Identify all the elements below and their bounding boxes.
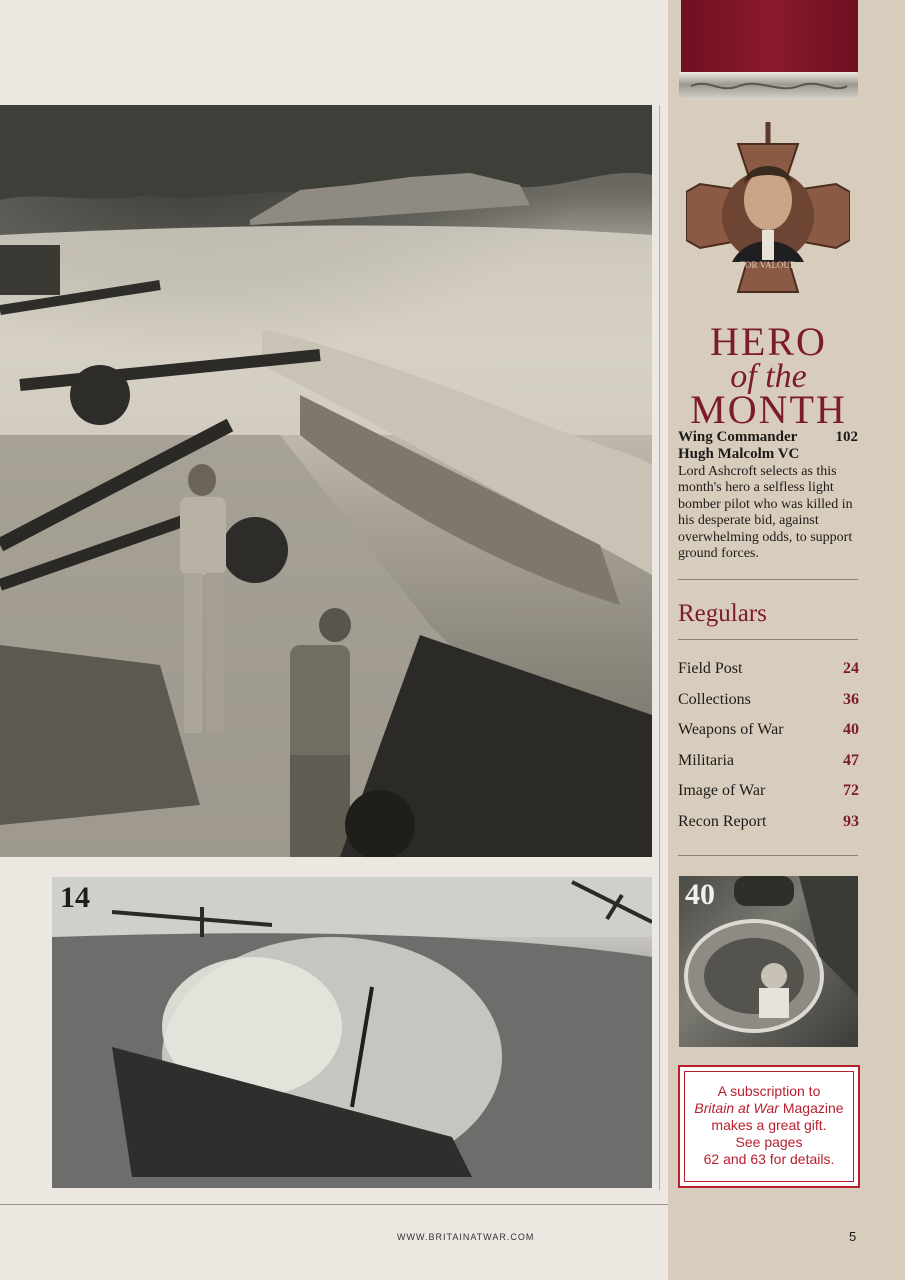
list-item-label: Image of War — [678, 782, 766, 799]
list-item-label: Field Post — [678, 660, 743, 677]
victoria-cross-icon — [686, 122, 850, 308]
page-ref-40: 40 — [685, 878, 715, 911]
page-ref-14: 14 — [60, 881, 90, 914]
hero-title-line1: HERO — [710, 319, 827, 364]
list-item[interactable] — [678, 660, 859, 691]
regulars-list — [678, 660, 859, 843]
promo-line4: See pages — [735, 1134, 803, 1150]
list-item-page: 40 — [843, 721, 859, 738]
hero-title-line3: MONTH — [690, 387, 847, 432]
list-item[interactable] — [678, 782, 859, 813]
cockpit-photo — [679, 876, 858, 1047]
list-item[interactable] — [678, 721, 859, 752]
divider — [678, 639, 858, 640]
list-item-page: 93 — [843, 812, 859, 830]
list-item-page: 36 — [843, 690, 859, 708]
hero-title-line2: of the — [730, 358, 807, 395]
artillery-photo — [0, 105, 652, 857]
promo-line2-rest: Magazine — [778, 1100, 844, 1116]
list-item-page: 47 — [843, 751, 859, 769]
list-item[interactable] — [678, 752, 859, 783]
hero-feature-title-text: Wing Commander Hugh Malcolm VC — [678, 429, 800, 462]
promo-line5: 62 and 63 for details. — [703, 1151, 835, 1167]
page-number: 5 — [849, 1229, 857, 1244]
list-item-label: Militaria — [678, 751, 734, 769]
hero-feature[interactable] — [678, 429, 858, 562]
ship-attack-photo — [52, 877, 652, 1188]
hero-feature-title — [678, 429, 858, 463]
list-item[interactable] — [678, 813, 859, 844]
column-divider — [659, 105, 660, 1190]
medal-bar — [679, 72, 858, 100]
list-item-page: 72 — [843, 782, 859, 799]
website-url[interactable]: WWW.BRITAINATWAR.COM — [397, 1232, 535, 1242]
hero-feature-page: 102 — [835, 429, 858, 445]
subscription-promo[interactable] — [678, 1065, 860, 1188]
list-item[interactable] — [678, 691, 859, 722]
promo-line3: makes a great gift. — [711, 1117, 827, 1133]
list-item-label: Weapons of War — [678, 721, 784, 738]
hero-feature-text: Lord Ashcroft selects as this month's hero a selfless light bomber pilot who was killed in his desperate bid, against overwhelming odds, to support ground forces. — [678, 464, 853, 562]
magazine-name: Britain at War — [694, 1100, 779, 1116]
medal-ribbon — [681, 0, 858, 72]
footer-rule — [0, 1204, 668, 1205]
hero-of-the-month-title — [679, 319, 858, 432]
divider — [678, 579, 858, 580]
list-item-label: Recon Report — [678, 812, 767, 830]
promo-text — [684, 1071, 854, 1182]
list-item-page: 24 — [843, 660, 859, 677]
promo-line1: A subscription to — [717, 1083, 821, 1099]
regulars-heading: Regulars — [678, 600, 767, 627]
divider — [678, 855, 858, 856]
promo-line2 — [685, 1100, 853, 1117]
list-item-label: Collections — [678, 690, 751, 708]
medal-inscription: FOR VALOUR — [740, 260, 796, 270]
